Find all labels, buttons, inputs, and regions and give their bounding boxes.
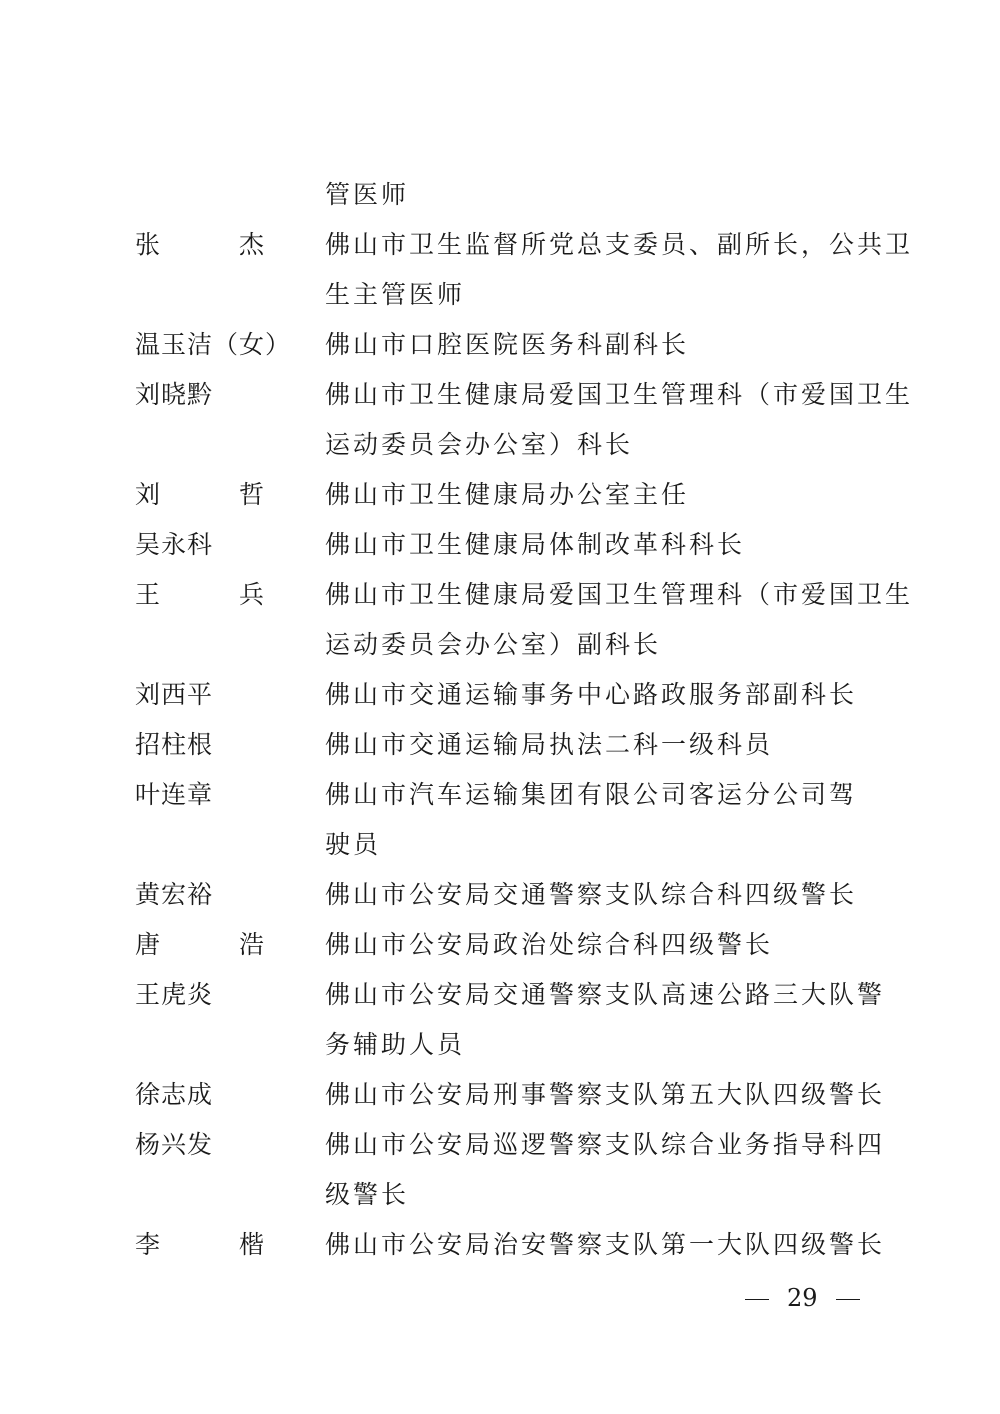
- person-name: 唐 浩: [135, 930, 292, 959]
- person-name: 温玉洁（女）: [135, 330, 292, 359]
- list-item: [0, 875, 1000, 925]
- person-title-line: 佛山市卫生健康局办公室主任: [325, 480, 690, 509]
- person-name: 王 兵: [135, 580, 292, 609]
- person-title-line: 佛山市公安局交通警察支队综合科四级警长: [325, 880, 858, 909]
- list-item: [0, 975, 1000, 1075]
- person-name: 叶连章: [135, 780, 214, 809]
- person-title-line: 佛山市卫生监督所党总支委员、副所长，公共卫: [325, 230, 914, 259]
- person-name: 杨兴发: [135, 1130, 214, 1159]
- person-title-line: 佛山市汽车运输集团有限公司客运分公司驾: [325, 780, 858, 809]
- person-title-line: 佛山市卫生健康局爱国卫生管理科（市爱国卫生: [325, 380, 914, 409]
- list-item: [0, 225, 1000, 325]
- person-title-line: 佛山市口腔医院医务科副科长: [325, 330, 690, 359]
- list-item: [0, 475, 1000, 525]
- person-title-line: 佛山市交通运输局执法二科一级科员: [325, 730, 774, 759]
- person-title-line: 佛山市公安局交通警察支队高速公路三大队警: [325, 980, 886, 1009]
- person-title-line: 运动委员会办公室）副科长: [325, 630, 662, 659]
- list-item: [0, 575, 1000, 675]
- page-number: 29: [787, 1284, 818, 1312]
- list-item: [0, 325, 1000, 375]
- person-title-line: 管医师: [325, 180, 410, 209]
- list-item: [0, 1075, 1000, 1125]
- person-title-line: 佛山市卫生健康局体制改革科科长: [325, 530, 746, 559]
- person-title-line: 级警长: [325, 1180, 410, 1209]
- list-item: [0, 675, 1000, 725]
- list-item: [0, 1225, 1000, 1275]
- person-name: 刘西平: [135, 680, 214, 709]
- person-name: 李 楷: [135, 1230, 292, 1259]
- person-name: 招柱根: [135, 730, 214, 759]
- page-number-footer: [745, 1280, 870, 1316]
- list-item: [0, 775, 1000, 875]
- person-title-line: 佛山市公安局治安警察支队第一大队四级警长: [325, 1230, 886, 1259]
- list-item: [0, 925, 1000, 975]
- person-title-line: 生主管医师: [325, 280, 466, 309]
- person-title-line: 佛山市公安局刑事警察支队第五大队四级警长: [325, 1080, 886, 1109]
- person-name: 张 杰: [135, 230, 292, 259]
- person-title-line: 佛山市交通运输事务中心路政服务部副科长: [325, 680, 858, 709]
- person-title-line: 运动委员会办公室）科长: [325, 430, 634, 459]
- person-title-line: 佛山市公安局政治处综合科四级警长: [325, 930, 774, 959]
- person-title-line: 驶员: [325, 830, 382, 859]
- person-title-line: 佛山市公安局巡逻警察支队综合业务指导科四: [325, 1130, 886, 1159]
- list-item: [0, 525, 1000, 575]
- person-name: 王虎炎: [135, 980, 214, 1009]
- list-item: [0, 175, 1000, 225]
- person-name: 徐志成: [135, 1080, 214, 1109]
- list-item: [0, 375, 1000, 475]
- page-number-right-dash: [836, 1299, 860, 1300]
- page-number-left-dash: [745, 1299, 769, 1300]
- person-title-line: 佛山市卫生健康局爱国卫生管理科（市爱国卫生: [325, 580, 914, 609]
- person-title-line: 务辅助人员: [325, 1030, 466, 1059]
- list-item: [0, 1125, 1000, 1225]
- person-name: 黄宏裕: [135, 880, 214, 909]
- person-name: 刘晓黔: [135, 380, 214, 409]
- person-name: 吴永科: [135, 530, 214, 559]
- person-name: 刘 哲: [135, 480, 292, 509]
- list-item: [0, 725, 1000, 775]
